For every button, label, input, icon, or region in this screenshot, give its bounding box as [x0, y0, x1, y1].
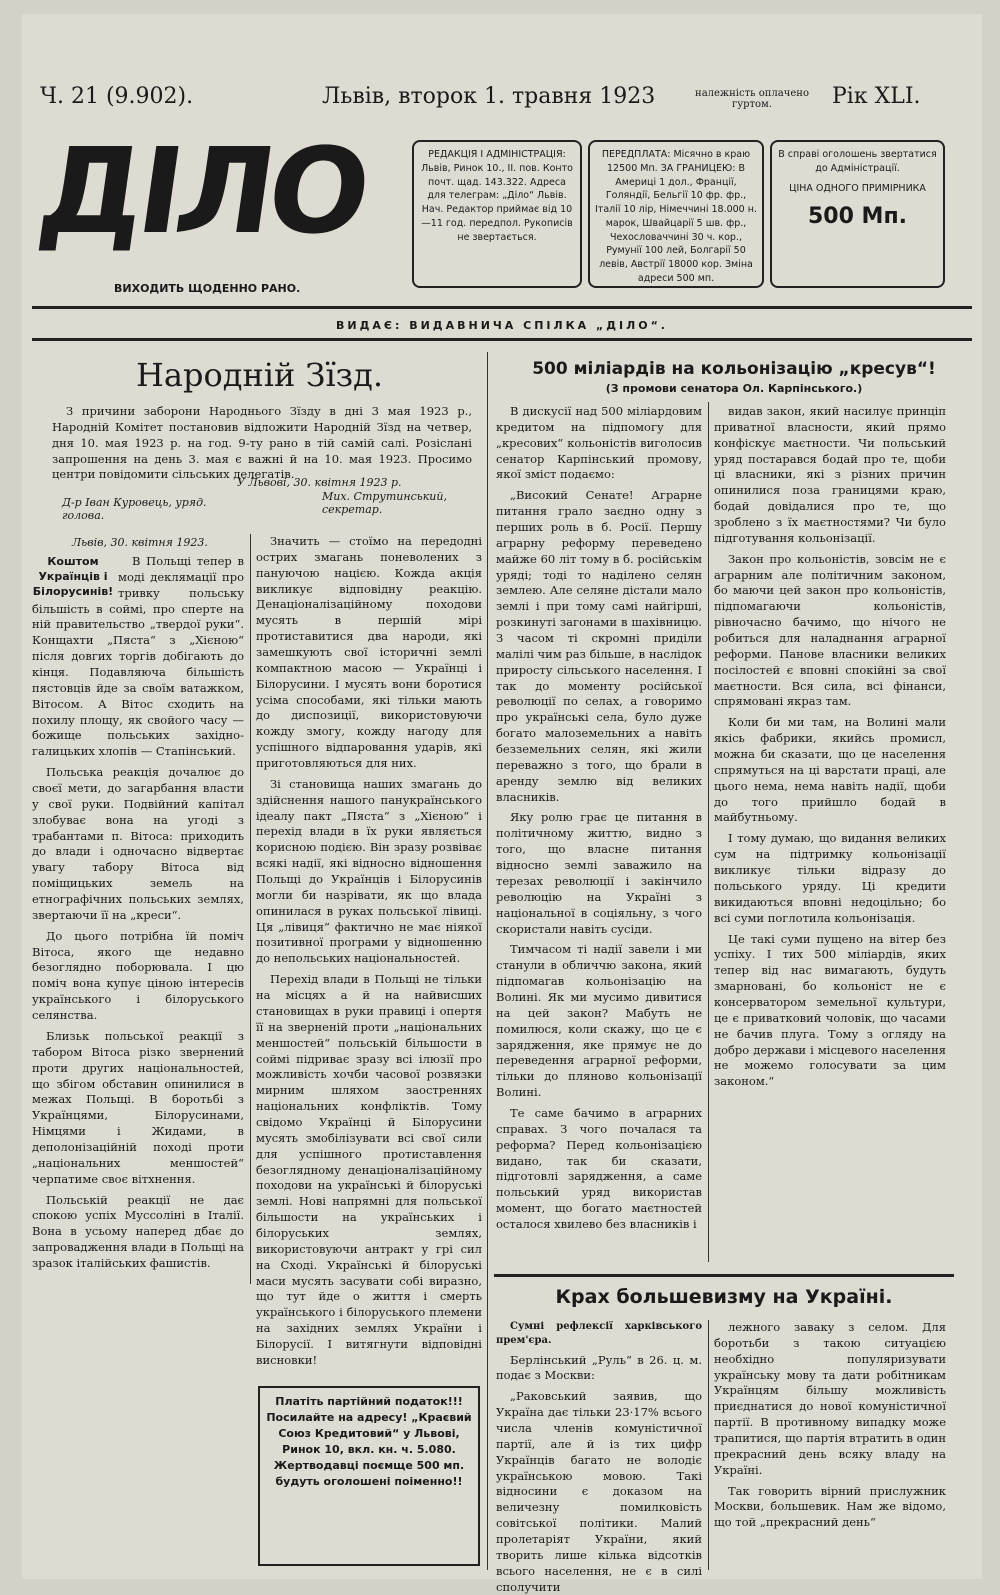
dateline: Львів, второк 1. травня 1923 [322, 84, 656, 109]
article3-col2 [714, 404, 946, 1266]
article1-sign-right: Мих. Струтинський, секретар. [322, 490, 447, 516]
article2-p8: Перехід влади в Польщі не тільки на місцях а й на найвисших становищах в руки правиці і опертя її на зверненій проти „національних меншостей“ польській більшости в соймі підриває зразу всі ілюзії про можливість хочби часової розвязки мирним шляхом заостреннях національних конфліктів. Тому свідомо Українці й Білорусини мусять змобілізувати всі свої сили для успішного протиставлення безоглядному денаціоналізаційному походови на українські й білоруські землі. Нові напрямні для польської більшости на українських і білоруських землях, використовуючи антракт у грі сил на Сході. Українські й білоруські маси мусять засувати собі виразно, що тут йде о життя і смерть українського і білоруського племени на західних землях України і Білорусії. І витягнути відповідні висновки! [256, 972, 482, 1367]
article1-place: У Львові, 30. квітня 1923 р. [237, 476, 402, 489]
article3-p9: І тому думаю, що видання великих сум на підтримку кольонізації викликує тільки відразу до польського уряду. Ці кредити викидаються вповні недоцільно; бо всі суми поглотила кольонізація. [714, 831, 946, 925]
price-box [770, 140, 945, 288]
article2-col1 [32, 554, 244, 1564]
column-divider-article4 [708, 1320, 709, 1570]
article2-col2 [256, 534, 482, 1374]
rule-bottom [32, 338, 972, 341]
ads-note: В справі оголошень звертатися до Адміністрації. [778, 149, 937, 174]
article2-p7: Зі становища наших змагань до здійснення нашого панукраїнського ідеалу пакт „Пяста“ з „Хієною“ і перехід влади в їх руки являється корисною подією. Він зразу розвіває всякі надії, які відносно відношення Польщі до Українців і Білорусинів могли би назрівати, як що влада опинилася в руках польської лівиці. Ця „лівиця“ фактично не має ніякої позитивної програми у відношенню до непольських національностей. [256, 776, 482, 966]
article3-p6: видав закон, який насилує принціп приватної власности, який прямо конфіскує маєтности. Чи польський уряд постарався бодай про те, щоби ці власники, які з різних причин опинилися поза границями краю, бодай довідалися про те, що зроблено з їх маєтностями? Чи було підготування кольонізації. [714, 404, 946, 545]
issue-number: Ч. 21 (9.902). [40, 84, 194, 109]
article4-p2: „Раковський заявив, що Україна дає тільки 23·17% всього числа членів комуністичної партії, але й із тих цифр Українців багато не володіє українською мовою. Такі відносини є доказом на величезну помилковість совітської політики. Малий пролетаріят України, який творить лише кілька відсотків всього населення, не є в силі сполучити [496, 1389, 702, 1594]
article1-body [52, 404, 472, 482]
article4-p1: Берлінський „Руль“ в 26. ц. м. подає з Москви: [496, 1352, 702, 1383]
newspaper-page [22, 14, 982, 1594]
article3-p8: Коли би ми там, на Волині мали якісь фабрики, якийсь промисл, можна би сказати, що це населення спрямуться на ці варстати праці, але цього нема, нема навіть надії, щоби до того прийшло бодай в майбутньому. [714, 715, 946, 825]
article2-side-title: Коштом Українців і Білорусинів! [32, 555, 114, 599]
price-value: 500 Мп. [807, 204, 908, 230]
article3-col1 [496, 404, 702, 1266]
daily-note: ВИХОДИТЬ ЩОДЕННО РАНО. [114, 282, 301, 295]
article3-p10: Це такі суми пущено на вітер без успіху. І тих 500 міліардів, яких тепер від нас вимагають, будуть змарновані, бо кольоніст не є консерватором земельної культури, це є приватковий чоловік, що часами не бачив плуга. Тому з огляду на добро держави і місцевого населення не можемо голосувати за цим законом.“ [714, 931, 946, 1089]
article3-p2: „Високий Сенате! Аграрне питання грало заєдно одну з перших роль в б. Росії. Першу аграрну реформу переведено майже 60 літ тому в б. російськім уряді; тоді то наділено селян землею. Але селяне дістали мало землі і при тому самі найгірші, розкинуті загонами в шахівницю. З часом ті скромні приділи малілі чим раз більше, в наслідок приросту сільського населення. І так до моменту російської революції по селах, а говоримо про українські села, було дуже богато малоземельних а навіть безземельних селян, які жили переважно з того, що брали в аренду землю від великих власників. [496, 488, 702, 804]
article4-col1 [496, 1320, 702, 1594]
rule-article4 [494, 1274, 954, 1277]
article3-p5: Те саме бачимо в аграрних справах. З чого почалася та реформа? Перед кольонізацією видано, так би сказати, підготовлі зарядження, а саме польський уряд використав момент, що богато маєтностей осталося хвилево без власників і [496, 1105, 702, 1231]
publisher-line: ВИДАЄ: ВИДАВНИЧА СПІЛКА „ДІЛО“. [336, 319, 668, 332]
column-divider-left [250, 534, 251, 1284]
article4-col2 [714, 1320, 946, 1570]
article2-p3: До цього потрібна їй поміч Вітоса, якого ще недавно безоглядно поборювала. І цю поміч вона купує ціною інтересів українського і білоруського селянства. [32, 928, 244, 1023]
article1-text: З причини заборони Народнього Зїзду в дні 3 мая 1923 р., Народній Комітет постановив відложити Народній Зїзд на четвер, дня 10. мая 1923 р. на год. 9-ту рано в тій самій салі. Розіслані запрошення на день 3. мая є важні й на 10. мая 1923. Просимо центри повідомити сільських делегатів. [52, 404, 472, 482]
article4-p4: Так говорить вірний прислужник Москви, большевик. Нам же відомо, що той „прекрасний день“ [714, 1483, 946, 1530]
article3-p4: Тимчасом ті надії завели і ми станули в обличчю закона, який підпомагав кольонізацію на Волині. Як ми мусимо дивитися на цей закон? Мабуть не помилюся, коли скажу, що це є зарядження, яке прямує не до переведення аграрної реформи, тільки до пляново кольонізації Волині. [496, 942, 702, 1100]
article1-title: Народній Зїзд. [136, 356, 383, 394]
article4-p3: лежного заваку з селом. Для боротьби з такою ситуацією необхідно популяризувати українську мову та дати робітникам Українцям більшу можливість приєднатися до нової комуністичної партії. В противному випадку може трапитися, що партія втратить в один прекрасний день всяку владу на Україні. [714, 1320, 946, 1477]
article3-p1: В дискусії над 500 міліардовим кредитом на підпомогу для „кресових“ кольоністів виголосив сенатор Карпінський промову, якої зміст подаємо: [496, 404, 702, 482]
article2-p4: Близьк польської реакції з табором Вітоса різко звернений проти других національностей, що збігом обставин опинилися в межах Польщі. В боротьбі з Українцями, Білорусинами, Німцями і Жидами, в деполонізаційній поході проти „національних меншостей“ черпатиме своє вітхнення. [32, 1028, 244, 1186]
rule-top [32, 306, 972, 309]
article3-p3: Яку ролю грає це питання в політичному життю, видно з того, що власне питання відносно землі заважило на терезах революції і закінчило революцію на Україні з національної в соціяльну, з чого скористали навіть сусіди. [496, 810, 702, 936]
year-number: Рік XLI. [832, 84, 921, 109]
column-divider-main [487, 352, 488, 1570]
article3-title: 500 міліардів на кольонізацію „кресув“! [532, 359, 936, 379]
article3-subtitle: (З промови сенатора Ол. Карпінського.) [605, 382, 863, 395]
price-label: ЦІНА ОДНОГО ПРИМІРНИКА [789, 182, 926, 194]
article4-title: Крах большевизму на Україні. [555, 1286, 893, 1308]
article2-p2: Польська реакція дочалює до своєї мети, до загарбання власти у свої руки. Подвійний капітал злобуває вона на угоді з трабантами п. Вітоса: приходить до влади і одночасно відвертає увагу табору Вітоса від поміщицьких земель на етнографічних польських землях, звертаючи її на „креси“. [32, 765, 244, 922]
party-tax-ad: Платіть партійний податок!!! Посилайте на адресу! „Краєвий Союз Кредитовий“ у Львові, Ринок 10, вкл. кн. ч. 5.080. Жертводавці поємще 500 мп. будуть оголошені поіменно!! [258, 1386, 480, 1566]
article4-subtitle: Сумні рефлексії харківського прем'єра. [496, 1321, 702, 1346]
article3-p7: Закон про кольоністів, зовсім не є аграрним але політичним законом, бо маючи цей закон про кольоністів, підпомагаючи кольоністів, рівночасно бачимо, що нічого не робиться для наладнання аграрної реформи. Панове власники великих посілостей є вповні спокійні за свої маєтности. Вся сила, всі фінанси, спрямовані якраз там. [714, 551, 946, 709]
article1-sign-left: Д-р Іван Куровець, уряд. голова. [62, 496, 207, 522]
article2-p5: Польській реакції не дає спокою успіх Муссоліні в Італії. Вона в усьому наперед дбає до запровадження влади в Польщі на зразок італійських фашистів. [32, 1192, 244, 1270]
postage-note: належність оплачено гуртом. [695, 88, 809, 110]
subscription-box: ПЕРЕДПЛАТА: Місячно в краю 12500 Мп. ЗА ГРАНИЦЕЮ: В Америці 1 дол., Франції, Голяндії, Бельгії 10 фр. фр., Італії 10 лір, Німеччині 18.000 н. марок, Швайцарії 5 шв. фр., Чехословаччині 30 ч. кор., Румунії 100 лей, Болгарії 50 левів, Австрії 18000 кор. Зміна адреси 500 мп. [588, 140, 764, 288]
article2-p6: Значить — стоїмо на передодні острих змагань поневолених з пануючою нацією. Кожда акція викликує відповідну реакцію. Денаціоналізаційному походови мусять в першій мірі протиставитися два народи, які замешкують свої історичні землі компактною масою — Українці і Білорусини. І мусять вони боротися усіма способами, які тільки мають до диспозиції, використовуючи кожду змогу, кожду нагоду для успішного відпаровання ударів, які приготовляються для них. [256, 534, 482, 771]
column-divider-right [708, 402, 709, 1262]
editorial-box: РЕДАКЦІЯ І АДМІНІСТРАЦІЯ: Львів, Ринок 10., II. пов. Конто почт. щад. 143.322. Адреса для телеграм: „Діло“ Львів. Нач. Редактор приймає від 10—11 год. передпол. Рукописів не звертається. [412, 140, 582, 288]
article2-p1: В Польщі тепер в моді деклямації про тривку польську більшість в соймі, про сперте на ній правительство „твердої руки“. Конщахти „Пяста“ з „Хієною“ після довгих торгів добігають до кінця. Подавляюча більшість пястовців йде за своїм ватажком, Вітосом. А Вітос сходить на похилу площу, як свойого часу — божище польських західно-галицьких хлопів — Стапінський. [32, 554, 244, 759]
masthead-title: ДІЛО [30, 122, 374, 260]
article2-dateline: Львів, 30. квітня 1923. [72, 536, 208, 549]
